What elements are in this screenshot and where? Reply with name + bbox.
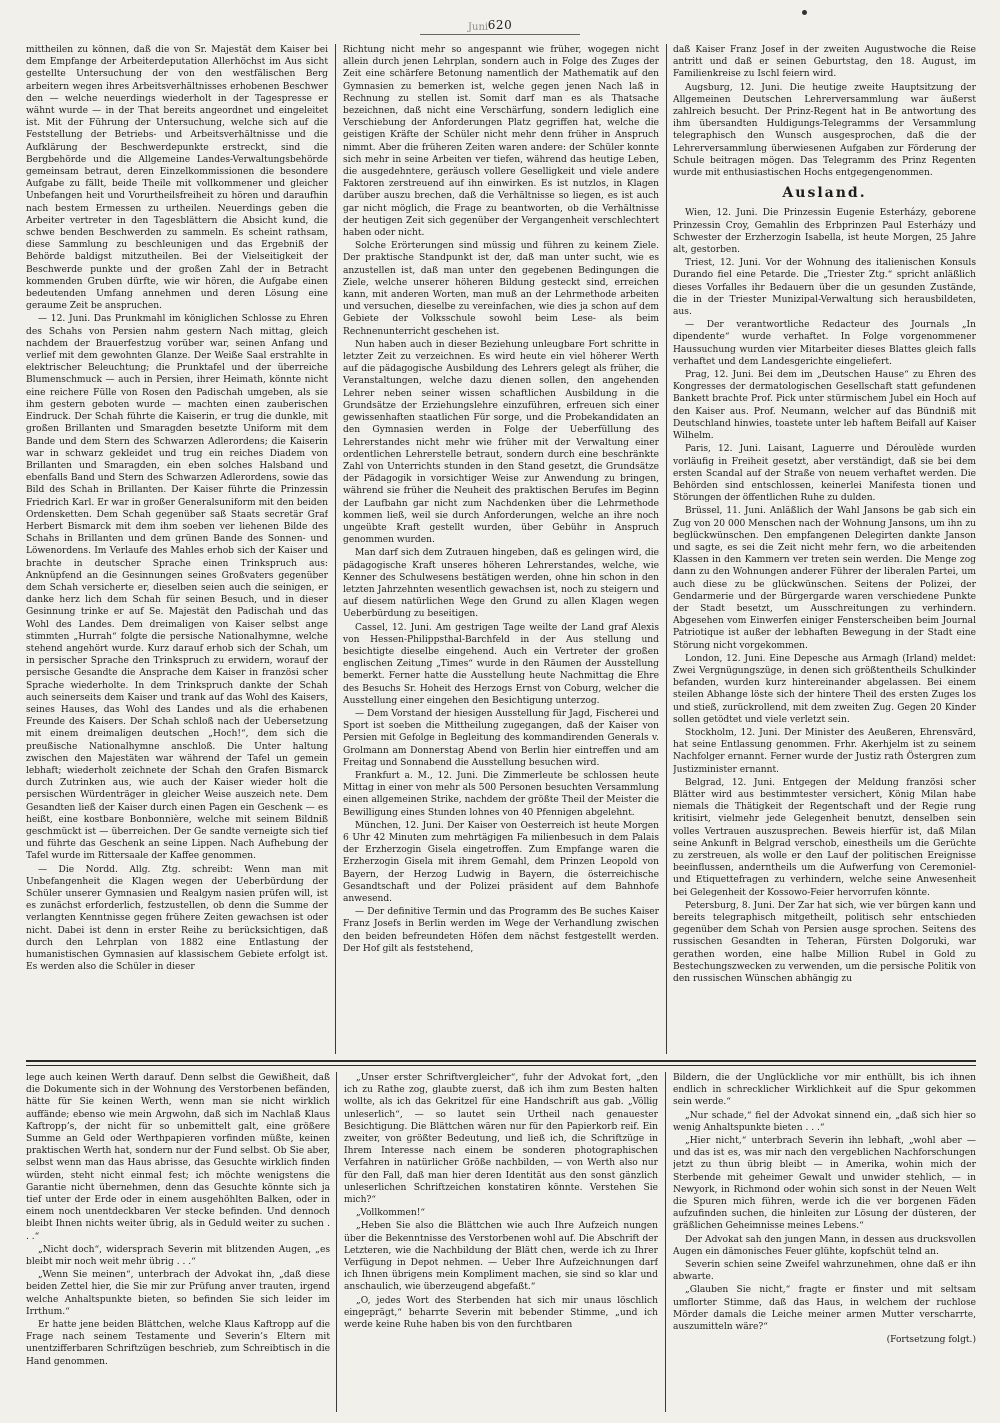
article-paragraph: — 12. Juni. Das Prunkmahl im königlichen Schlosse zu Ehren des Schahs von Persien nahm gestern Nach mittag, gleich nachdem der Brauerfestzug vorüber war, seinen Anfang und verlief mit dem gewohnten Glanze. Der Weiße Saal erstrahlte in elektrischer Beleuchtung; die Prunktafel und der überreiche Blumenschmuck — auch in Persien, ihrer Heimath, könnte nicht eine reichere Fülle von Rosen den Padischah umgeben, als sie ihm gestern geboten wurde — machten einen zauberischen Eindruck. Der Schah führte die Kaiserin, er trug die dunkle, mit großen Brillanten und Smaragden besetzte Uniform mit dem Bande und dem Stern des Schwarzen Adlerordens; die Kaiserin war in schwarz gekleidet und trug ein reiches Diadem von Brillanten und Smaragden, ein eben solches Halsband und ebenfalls Band und Stern des Schwarzen Adlerordens, sowie das Bild des Schah in Brillanten. Der Kaiser führte die Prinzessin Friedrich Karl. Er war in großer Generalsuniform mit den beiden Ordensketten. Dem Schah gegenüber saß Staats secretär Graf Herbert Bismarck mit dem ihm soeben ver liehenen Bilde des Schahs in Brillanten und dem grünen Bande des Sonnen- und Löwenordens. Im Verlaufe des Mahles erhob sich der Kaiser und brachte in deutscher Sprache einen Trinkspruch aus: Anknüpfend an die Gesinnungen seines Großvaters gegenüber dem Schah versicherte er, dieselben seien auch die seinigen, er danke herz lich dem Schah für seinen Besuch, und in dieser Gesinnung trinke er auf Se. Majestät den Padischah und das Wohl des Landes. Dem dreimaligen von Kaiser selbst ange stimmten „Hurrah“ folgte die persische Nationalhymne, welche stehend angehört wurde. Kurz darauf erhob sich der Schah, um in persischer Sprache den Trinkspruch zu erwidern, worauf der persische Gesandte die Ansprache dem Kaiser in französi scher Sprache wiederholte. In dem Trinkspruch dankte der Schah auch seinerseits dem Kaiser und trank auf das Wohl des Kaisers, seines Hauses, das Wohl des Landes und als die erhabenen Freunde des Kaisers. Der Schah schloß nach der Uebersetzung mit einem dreimaligen deutschen „Hoch!“, dem sich die preußische Nationalhymne anschloß. Die Unter haltung zwischen den Majestäten war während der Tafel un gemein lebhaft; wiederholt zeichnete der Schah den Grafen Bismarck durch Zutrinken aus, wie auch der Kaiser wieder holt die persischen Würdenträger in gleicher Weise auszeich nete. Dem Gesandten ließ der Kaiser durch einen Pagen ein Geschenk — es heißt, eine kostbare Bonbonnière, welche mit seinem Bildniß geschmückt ist — überreichen. Der Ge sandte verneigte sich tief und führte das Geschenk an seine Lippen. Nach Aufhebung der Tafel wurde im Rittersaale der Kaffee genommen.: [26, 314, 328, 862]
feuilleton-paragraph: „Hier nicht,“ unterbrach Severin ihn lebhaft, „wohl aber — und das ist es, was mir nach den vergeblichen Nachforschungen jetzt zu thun übrig bleibt — in Amerika, wohin mich der Sterbende mit geheimer Gewalt und unwider stehlich, — in Newyork, in Richmond oder wohin sich sonst in der Neuen Welt die Spuren mich führen, werde ich die ver borgenen Fäden aufzufinden suchen, die hinleiten zur Lösung der düsteren, der gräßlichen Geheimnisse meines Lebens.“: [673, 1136, 976, 1232]
feuilleton-paragraph: „Nur schade,“ fiel der Advokat sinnend ein, „daß sich hier so wenig Anhaltspunkte bieten . . .“: [673, 1110, 976, 1133]
column-rule: [665, 1072, 666, 1412]
feuilleton-paragraph: „Nicht doch“, widersprach Severin mit blitzenden Augen, „es bleibt mir noch weit mehr übrig . . .“: [26, 1244, 330, 1268]
dateline-article: Petersburg, 8. Juni. Der Zar hat sich, wie ver bürgen kann und bereits telegraphisch mitgetheilt, politisch sehr entschieden gegenüber dem Schah von Persien ausge sprochen. Seitens des russischen Gesandten in Teheran, Fürsten Dolgoruki, war gerathen worden, eine halbe Million Rubel in Gold zu Bestechungszwecken zu verwenden, um die persische Politik von den russischen Wünschen abhängig zu: [673, 900, 976, 985]
column-left-upper: [26, 44, 328, 1054]
dateline-article: Augsburg, 12. Juni. Die heutige zweite Hauptsitzung der Allgemeinen Deutschen Lehrerversammlung war äußerst zahlreich besucht. Der Prinz-Regent hat in Be antwortung des ihm übersandten Huldigungs-Telegramms der Versammlung telegraphisch den Wunsch ausgesprochen, daß die der Lehrerversammlung überwiesenen Aufgaben zur Förderung der Schule beitragen mögen. Das Telegramm des Prinz Regenten wurde mit enthusiastischen Hochs entgegengenommen.: [673, 82, 976, 179]
ink-speck: [802, 10, 807, 15]
article-paragraph: daß Kaiser Franz Josef in der zweiten Augustwoche die Reise antritt und daß er seinen Geburtstag, den 18. August, im Familienkreise zu Ischl feiern wird.: [673, 45, 976, 80]
dateline-article: Triest, 12. Juni. Vor der Wohnung des italienischen Konsuls Durando fiel eine Petarde. Die „Triester Ztg.“ spricht anläßlich dieses Vorfalles ihr Bedauern über die un gesunden Zustände, die in der Triester Munizipal-Verwaltung sich herausbildeten, aus.: [673, 258, 976, 318]
feuilleton-paragraph: Severin schien seine Zweifel wahrzunehmen, ohne daß er ihn abwarte.: [673, 1260, 976, 1283]
article-paragraph: Nun haben auch in dieser Beziehung unleugbare Fort schritte in letzter Zeit zu verzeichnen. Es wird heute ein viel höherer Werth auf die pädagogische Ausbildung des Lehrers gelegt als früher, die Veranstaltungen, welche dazu dienen sollen, den angehenden Lehrer neben seiner wissen schaftlichen Ausbildung in die Grundsätze der Erziehungslehre einzuführen, erfreuen sich einer gewissenhaften staatlichen Für sorge, und die Probekandidaten an den Gymnasien werden in Folge der Ueberfüllung des Lehrerstandes nicht mehr wie früher mit der Verwaltung einer ordentlichen Lehrerstelle betraut, sondern durch eine beschränkte Zahl von Unterrichts stunden in den Stand gesetzt, die Grundsätze der Pädagogik in vorsichtiger Weise zur Anwendung zu bringen, während sie früher die Neuheit des praktischen Berufes im Beginn der Laufbahn gar nicht zum Nachdenken über die Lehrmethode kommen ließ, weil sie durch Anforderungen, welche an ihre noch ungeübte Kraft gestellt wurden, über Gebühr in Anspruch genommen wurden.: [343, 339, 659, 546]
dateline-article: Prag, 12. Juni. Bei dem im „Deutschen Hause“ zu Ehren des Kongresses der dermatologischen Gesellschaft statt gefundenen Bankett brachte Prof. Pick unter stürmischem Jubel ein Hoch auf den Kaiser aus. Prof. Neumann, welcher auf das Bündniß mit Deutschland hinwies, toastete unter leb haftem Beifall auf Kaiser Wilhelm.: [673, 370, 976, 442]
dateline-article: Stockholm, 12. Juni. Der Minister des Aeußeren, Ehrensvärd, hat seine Entlassung genommen. Frhr. Akerhjelm ist zu seinem Nachfolger ernannt. Ferner wurde der Justiz rath Östergren zum Justizminister ernannt.: [673, 727, 976, 775]
dateline-article: München, 12. Juni. Der Kaiser von Oesterreich ist heute Morgen 6 Uhr 42 Minuten zum mehrtägigen Fa milienbesuch in dem Palais der Erzherzogin Gisela eingetroffen. Zum Empfange waren die Erzherzogin Gisela mit ihrem Gemahl, dem Prinzen Leopold von Bayern, der Herzog Ludwig in Bayern, die österreichische Gesandtschaft und der Polizei präsident auf dem Bahnhofe anwesend.: [343, 820, 659, 905]
feuilleton-paragraph: „Vollkommen!“: [356, 1208, 426, 1219]
dateline-article: Paris, 12. Juni. Laisant, Laguerre und Déroulède wurden vorläufig in Freiheit gesetzt, aber verständigt, daß sie bei dem ersten Scandal auf der Straße von neuem verhaftet werden. Die Behörden sind entschlossen, keinerlei Manifesta tionen und Störungen der öffentlichen Ruhe zu dulden.: [673, 444, 976, 504]
feuilleton-rule-thin: [26, 1065, 976, 1066]
dateline-article: Brüssel, 11. Juni. Anläßlich der Wahl Jansons be gab sich ein Zug von 20 000 Menschen nach der Wohnung Jansons, um ihn zu beglückwünschen. Den empfangenen Delegirten dankte Janson und sagte, es sei die Zeit nicht mehr fern, wo die arbeitenden Klassen in den Kammern ver treten sein werden. Die Menge zog dann zu den Wohnungen anderer Führer der liberalen Partei, um auch diese zu be glückwünschen. Seitens der Polizei, der Gendarmerie und der Bürgergarde waren verschiedene Punkte der Stadt besetzt, um Ausschreitungen zu verhindern. Abgesehen vom Einwerfen einiger Fensterscheiben beim Journal Patriotique ist außer der lebhaften Bewegung in der Stadt eine Störung nicht vorgekommen.: [673, 506, 976, 651]
feuilleton-paragraph: Er hatte jene beiden Blättchen, welche Klaus Kaftropp auf die Frage nach seinem Testamente und Severin’s Eltern mit unentzifferbaren Schriftzügen beschrieb, zum Schreibtisch in die Hand genommen.: [26, 1320, 330, 1367]
column-rule: [666, 44, 667, 1054]
page-number: 620: [0, 18, 1000, 35]
dateline-article: Cassel, 12. Juni. Am gestrigen Tage weilte der Land graf Alexis von Hessen-Philippsthal-Barchfeld in der Aus stellung und besichtigte dieselbe eingehend. Auch ein Vertreter der großen englischen Zeitung „Times“ wurde in den Räumen der Ausstellung bemerkt. Ferner hatte die Ausstellung heute Nachmittag die Ehre des Besuchs Sr. Hoheit des Herzogs Ernst von Coburg, welcher die Ausstellung einer eingehen den Besichtigung unterzog.: [343, 622, 659, 706]
dateline-article: Frankfurt a. M., 12. Juni. Die Zimmerleute be schlossen heute Mittag in einer von mehr als 500 Personen besuchten Versammlung einen allgemeinen Strike, nachdem der größte Theil der Meister die Bewilligung eines Stunden lohnes von 40 Pfennigen abgelehnt.: [343, 770, 659, 818]
column-rule: [335, 44, 336, 1054]
article-paragraph: — Der definitive Termin und das Programm des Be suches Kaiser Franz Josefs in Berlin werden im Wege der Verhandlung zwischen den beiden befreundeten Höfen dem nächst festgestellt werden. Der Hof gilt als feststehend,: [343, 907, 659, 954]
article-paragraph: Richtung nicht mehr so angespannt wie früher, wogegen nicht allein durch jenen Lehrplan, sondern auch in Folge des Zuges der Zeit eine schärfere Betonung namentlich der Mathematik auf den Gymnasien zu bemerken ist, welche gegen jenen Nach laß in Rechnung zu stellen ist. Somit darf man es als Thatsache bezeichnen, daß nicht eine Verschärfung, sondern lediglich eine Verschiebung der Anforderungen Platz gegriffen hat, welche die geistigen Kräfte der Schüler nicht mehr denn früher in Anspruch nimmt. Aber die früheren Zeiten waren andere: der Schüler konnte sich mehr in seine Arbeiten ver tiefen, während das heutige Leben, die ausgedehntere, geräusch vollere Geselligkeit und viele andere Faktoren zerstreuend auf ihn einwirken. Es ist nutzlos, in Klagen darüber auszu brechen, daß die Verhältnisse so liegen, es ist auch gar nicht möglich, die Frage zu beantworten, ob die Verhältnisse der heutigen Zeit sich gegenüber der Vergangenheit verschlechtert haben oder nicht.: [343, 45, 659, 239]
column-right-upper: [673, 44, 976, 1054]
article-paragraph: — Dem Vorstand der hiesigen Ausstellung für Jagd, Fischerei und Sport ist soeben die Mittheilung zugegangen, daß der Kaiser von Persien mit Gefolge in Begleitung des kommandirenden Generals v. Grolmann am Donnerstag Abend von Berlin hier eintreffen und am Freitag und Sonnabend die Ausstellung besuchen wird.: [343, 708, 659, 768]
feuilleton-column-middle: [344, 1072, 658, 1412]
feuilleton-column-left: [26, 1072, 330, 1412]
feuilleton-paragraph: Der Advokat sah den jungen Mann, in dessen aus drucksvollen Augen ein dämonisches Feuer glühte, kopfschüt telnd an.: [673, 1234, 976, 1257]
feuilleton-rule: [26, 1060, 976, 1062]
feuilleton-column-right: [673, 1072, 976, 1412]
feuilleton-paragraph: Bildern, die der Unglückliche vor mir enthüllt, bis ich ihnen endlich in schrecklicher Wirklichkeit auf die Spur gekommen sein werde.“: [673, 1073, 976, 1108]
article-paragraph: Man darf sich dem Zutrauen hingeben, daß es gelingen wird, die pädagogische Kraft unseres höheren Lehrerstandes, welche, wie Kenner des Schulwesens bestätigen werden, ohne hin schon in den letzten Jahrzehnten wesentlich gewachsen ist, noch zu steigern und auf diesem natürlichen Wege den Grund zu allen Klagen wegen Ueberbürdung zu beseitigen.: [343, 548, 659, 620]
column-middle-upper: [343, 44, 659, 1054]
article-paragraph: Solche Erörterungen sind müssig und führen zu keinem Ziele. Der praktische Standpunkt ist der, daß man unter sucht, wie es anzustellen ist, daß man unter den gegebenen Bedingungen die Ziele, welche unserer höheren Bildung gesteckt sind, erreichen kann, mit anderen Worten, man muß an der Lehrmethode arbeiten und versuchen, dieselbe zu vereinfachen, wie dies ja schon auf dem Gebiete der Volksschule sowohl beim Lese- als beim Rechnenunterricht geschehen ist.: [343, 241, 659, 337]
feuilleton-paragraph: „Glauben Sie nicht,“ fragte er finster und mit seltsam umflorter Stimme, daß das Haus, in welchem der ruchlose Mörder damals die Leiche meiner armen Mutter verscharrte, auszumitteln wäre?“: [673, 1285, 976, 1333]
column-rule: [336, 1072, 337, 1412]
dateline-article: Wien, 12. Juni. Die Prinzessin Eugenie Esterházy, geborene Prinzessin Croy, Gemahlin des Erbprinzen Paul Esterházy und Schwester der Erzherzogin Isabella, ist heute Morgen, 25 Jahre alt, gestorben.: [673, 208, 976, 256]
article-paragraph: — Der verantwortliche Redacteur des Journals „In dipendente“ wurde verhaftet. In Folge vorgenommener Haussuchung wurden vier Mitarbeiter dieses Blattes gleich falls verhaftet und dem Landesgerichte eingeliefert.: [673, 320, 976, 367]
feuilleton-paragraph: „O, jedes Wort des Sterbenden hat sich mir unaus löschlich eingeprägt,“ beharrte Severin mit bebender Stimme, „und ich werde keine Ruhe haben bis von den furchtbaren: [344, 1295, 658, 1331]
bleed-through-text: Juni: [468, 22, 489, 33]
dateline-article: London, 12. Juni. Eine Depesche aus Armagh (Irland) meldet: Zwei Vergnügungszüge, in denen sich größtentheils Schulkinder befanden, wurden kurz hintereinander abgelassen. Bei einem steilen Abhange löste sich der hintere Theil des ersten Zuges los und stieß, zurückrollend, mit dem zweiten Zug. Gegen 20 Kinder sollen getödtet und viele verletzt sein.: [673, 653, 976, 725]
feuilleton-paragraph: „Unser erster Schriftvergleicher“, fuhr der Advokat fort, „den ich zu Rathe zog, glaubte zuerst, daß ich ihm zum Besten halten wollte, als ich das Gekritzel für eine Handschrift aus gab. „Völlig unleserlich“, — so lautet sein Urtheil nach genauester Besichtigung. Die Blättchen wären nur für den Papierkorb reif. Ein zweiter, von größter Bedeutung, und ließ ich, die Schriftzüge in Ihrem Interesse nach einem be sonderen photographischen Verfahren in natürlicher Größe nachbilden, — von Werth also nur für den Fall, daß man hier deren Identität aus den sonst gänzlich unleserlichen Schriftzeichen konstatiren könnte. Verstehen Sie mich?“: [344, 1073, 658, 1206]
article-paragraph: — Die Nordd. Allg. Ztg. schreibt: Wenn man mit Unbefangenheit die Klagen wegen der Ueberbürdung der Schüler unserer Gymnasien und Realgym nasien prüfen will, ist es zunächst erforderlich, festzustellen, ob denn die Summe der verlangten Kenntnisse gegen frühere Zeiten gewachsen ist oder nicht. Dabei ist denn in erster Reihe zu berücksichtigen, daß durch den Lehrplan von 1882 eine Entlastung der humanistischen Gymnasien auf klassischem Gebiete erfolgt ist. Es werden also die Schüler in dieser: [26, 864, 328, 973]
feuilleton-paragraph: „Heben Sie also die Blättchen wie auch Ihre Aufzeich nungen über die Bekenntnisse des Verstorbenen wohl auf. Die Abschrift der Letzteren, wie die Nachbildung der Blätt chen, werde ich zu Ihrer Verfügung in Depot nehmen. — Ueber Ihre Aufzeichnungen darf ich Ihnen übrigens mein Kompliment machen, sie sind so klar und anschaulich, wie überzeugend abgefaßt.“: [344, 1221, 658, 1293]
feuilleton-paragraph: lege auch keinen Werth darauf. Denn selbst die Gewißheit, daß die Dokumente sich in der Wohnung des Verstorbenen befänden, hätte für Sie keinen Werth, wenn man sie nicht wirklich auffände; ebenso wie mein Argwohn, daß sich im Nachlaß Klaus Kaftropp’s, der nicht für so unbemittelt galt, eine größere Summe an Geld oder Werthpapieren vorfinden müßte, keinen praktischen Werth hat, sondern nur der Fund selbst. Ob Sie aber, selbst wenn man das Haus abrisse, das Gesuchte wirklich finden würden, steht nicht einmal fest; ich möchte wenigstens die Garantie nicht übernehmen, denn das Gesuchte könnte sich ja tief unter der Erde oder in einem ausgehöhlten Balken, oder in einem noch unentdeckbaren Ver stecke befinden. Und dennoch bleibt Ihnen nichts weiter übrig, als in Geduld weiter zu suchen . . .“: [26, 1073, 330, 1242]
continuation-note: (Fortsetzung folgt.): [886, 1335, 976, 1346]
section-heading-ausland: Ausland.: [782, 185, 867, 202]
dateline-article: Belgrad, 12. Juni. Entgegen der Meldung französi scher Blätter wird aus bestimmtester versichert, König Milan habe niemals die Thätigkeit der Regentschaft und der Regie rung kritisirt, vielmehr jede Gelegenheit benutzt, denselben sein volles Vertrauen auszusprechen. Beweis hierfür ist, daß Milan seine Ankunft in Belgrad verschob, einestheils um die Gerüchte zu zerstreuen, als wolle er den Lauf der politischen Ereignisse beeinflussen, anderntheils um die Aufwerfung von Ceremoniel- und Etiquettefragen zu verhindern, welche seine Anwesenheit bei Gelegenheit der Kossowo-Feier hervorrufen könnte.: [673, 777, 976, 898]
feuilleton-paragraph: „Wenn Sie meinen“, unterbrach der Advokat ihn, „daß diese beiden Zettel hier, die Sie mir zur Prüfung anver trauten, irgend welche Anhaltspunkte bieten, so befinden Sie sich leider im Irrthum.“: [26, 1270, 330, 1317]
article-paragraph: mittheilen zu können, daß die von Sr. Majestät dem Kaiser bei dem Empfange der Arbeiterdeputation Allerhöchst im Aus sicht gestellte Untersuchung der von den westfälischen Berg arbeitern wegen ihres Arbeitsverhältnisses erhobenen Beschwer den — welche neuerdings wiederholt in der Tagespresse er wähnt wurde — in der That bereits angeordnet und eingeleitet ist. Mit der Führung der Untersuchung, welche sich auf die Feststellung der Betriebs- und Arbeitsverhältnisse und die Aufklärung der Beschwerdepunkte erstreckt, sind die Bergbehörde und die Allgemeine Landes-Verwaltungsbehörde gemeinsam betraut, deren Einzelkommissionen die besondere Aufgabe zu fällt, beide Theile mit vollkommener und gleicher Unbefangen heit und Vorurtheilsfreiheit zu hören und daraufhin nach bestem Ermessen zu urtheilen. Neuerdings geben die Arbeiter vertreter in den Tagesblättern die Absicht kund, die schwe benden Beschwerden zu sammeln. Es scheint rathsam, diese Sammlung zu beschleunigen und das Ergebniß der Behörde baldigst mitzutheilen. Bei der Vielseitigkeit der Beschwerde punkte und der großen Zahl der in Betracht kommenden Gruben dürfte, wie wir hören, die Aufgabe einen bedeutenden Umfang annehmen und deren Lösung eine geraume Zeit be anspruchen.: [26, 45, 328, 312]
